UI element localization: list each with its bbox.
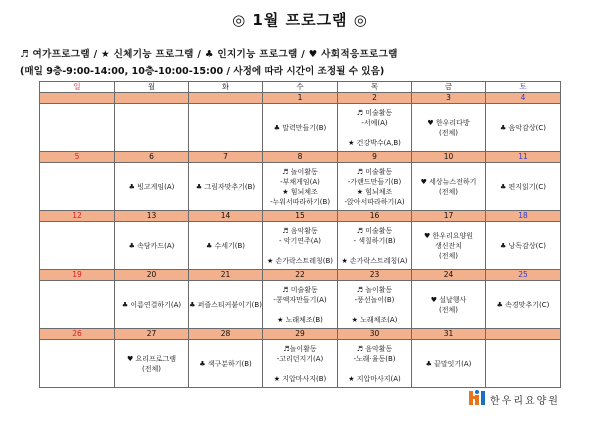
calendar-body: [40, 93, 561, 388]
activity-cell: [412, 222, 486, 270]
activity-line: -앉아서따라하기(A): [344, 197, 405, 206]
date-cell: 12: [40, 211, 115, 222]
date-cell: 30: [338, 329, 412, 340]
hours-note: (매일 9층-9:00-14:00, 10층-10:00-15:00 / 사정에 따라 시간이 조정될 수 있음): [20, 66, 385, 77]
activity-cell: [40, 222, 115, 270]
activity-cell: [115, 340, 189, 388]
date-cell: [115, 93, 189, 104]
date-cell: [486, 329, 561, 340]
activity-cell: [40, 104, 115, 152]
activity-cell: [189, 104, 263, 152]
date-cell: 6: [115, 152, 189, 163]
category-legend: ♬ 여가프로그램 / ★ 신체기능 프로그램 / ♣ 인지기능 프로그램 / ♥ 사회적응프로그램: [20, 49, 398, 60]
activity-line: ★ 지압마사지(B): [273, 374, 327, 383]
activity-cell: [115, 163, 189, 211]
activity-line: [338, 246, 411, 256]
activity-line: ♣ 색구분하기(B): [199, 359, 252, 368]
activity-cell: [40, 340, 115, 388]
date-row: [40, 270, 561, 281]
date-row: [40, 329, 561, 340]
date-cell: 18: [486, 211, 561, 222]
activity-line: -서예(A): [361, 118, 388, 127]
date-cell: 15: [263, 211, 338, 222]
activity-row: [40, 222, 561, 270]
activity-row: [40, 340, 561, 388]
activity-line: ♣ 속경맞추기(C): [496, 300, 550, 309]
weekday-header-row: [40, 82, 561, 93]
date-cell: 14: [189, 211, 263, 222]
weekday-mon: 월: [115, 82, 189, 93]
activity-cell: [115, 104, 189, 152]
date-cell: 9: [338, 152, 412, 163]
date-cell: 31: [412, 329, 486, 340]
weekday-tue: 화: [189, 82, 263, 93]
activity-cell: [189, 163, 263, 211]
activity-line: (전체): [439, 251, 458, 260]
activity-row: [40, 104, 561, 152]
activity-line: ♣ 속담카드(A): [128, 241, 175, 250]
activity-cell: [486, 104, 561, 152]
date-cell: 28: [189, 329, 263, 340]
date-cell: 2: [338, 93, 412, 104]
activity-line: ♬ 음악활동: [282, 226, 318, 235]
activity-line: ♬ 미술활동: [356, 108, 393, 117]
activity-line: ★ 지압마사지(A): [348, 374, 401, 383]
activity-line: ♣ 낭독감상(C): [500, 241, 546, 250]
date-cell: 25: [486, 270, 561, 281]
activity-line: ♥ 한우리요양원: [423, 231, 474, 240]
activity-line: -노래·율동(B): [353, 354, 396, 363]
activity-line: ♣ 말력만들기(B): [273, 123, 327, 132]
date-cell: 22: [263, 270, 338, 281]
activity-line: ♥ 한우리다방: [427, 118, 470, 127]
date-cell: 4: [486, 93, 561, 104]
activity-cell: [263, 104, 338, 152]
activity-line: ♣ 빙고게임(A): [128, 182, 175, 191]
activity-line: ♥ 설날행사: [430, 295, 467, 304]
date-cell: 29: [263, 329, 338, 340]
activity-cell: [338, 281, 412, 329]
activity-line: ★ 손가락스트레칭(A): [341, 256, 408, 265]
activity-line: ♣ 이름연결하기(A): [121, 300, 182, 309]
activity-line: ★ 노래체조(B): [277, 315, 323, 324]
date-cell: 20: [115, 270, 189, 281]
activity-row: [40, 281, 561, 329]
date-cell: 24: [412, 270, 486, 281]
activity-line: (전체): [439, 128, 458, 137]
activity-cell: [263, 340, 338, 388]
activity-line: -가랜드만들기(B): [347, 177, 402, 186]
date-cell: [40, 93, 115, 104]
weekday-fri: 금: [412, 82, 486, 93]
activity-line: ★ 힘뇌체조: [356, 187, 393, 196]
activity-line: [263, 246, 337, 256]
date-cell: 17: [412, 211, 486, 222]
date-cell: 7: [189, 152, 263, 163]
activity-cell: [412, 104, 486, 152]
date-cell: 10: [412, 152, 486, 163]
activity-line: -콩액자만들기(A): [273, 295, 327, 304]
date-row: [40, 211, 561, 222]
activity-cell: [412, 281, 486, 329]
activity-line: ♬ 놀이활동: [356, 285, 393, 294]
activity-cell: [486, 340, 561, 388]
activity-cell: [40, 163, 115, 211]
activity-line: ★ 노래체조(A): [351, 315, 398, 324]
date-cell: 11: [486, 152, 561, 163]
date-cell: 21: [189, 270, 263, 281]
activity-line: (전체): [439, 187, 458, 196]
date-row: [40, 152, 561, 163]
date-cell: 1: [263, 93, 338, 104]
activity-cell: [40, 281, 115, 329]
activity-cell: [189, 281, 263, 329]
weekday-wed: 수: [263, 82, 338, 93]
activity-line: -고리던지기(A): [276, 354, 324, 363]
activity-cell: [486, 222, 561, 270]
activity-line: ♬놀이활동: [283, 344, 317, 353]
activity-cell: [115, 281, 189, 329]
activity-cell: [338, 222, 412, 270]
activity-line: ♬ 음악활동: [356, 344, 393, 353]
activity-line: [338, 305, 411, 315]
activity-cell: [412, 340, 486, 388]
activity-line: ♬ 미술활동: [282, 285, 318, 294]
activity-line: ♣ 수세기(B): [205, 241, 246, 250]
date-cell: 23: [338, 270, 412, 281]
activity-cell: [263, 281, 338, 329]
activity-line: - 악기연주(A): [278, 236, 322, 245]
weekday-sun: 일: [40, 82, 115, 93]
activity-line: -누워서따라하기(B): [269, 197, 331, 206]
date-row: [40, 93, 561, 104]
activity-line: ♬ 미술활동: [356, 167, 393, 176]
activity-cell: [189, 340, 263, 388]
activity-line: (전체): [439, 305, 458, 314]
activity-line: ♣ 퍼즐스티커붙이기(B): [189, 300, 262, 309]
activity-line: ★ 손가락스트레칭(B): [266, 256, 334, 265]
activity-line: ♣ 그림자맞추기(B): [195, 182, 256, 191]
activity-cell: [189, 222, 263, 270]
activity-line: ♥ 세상뉴스전하기: [420, 177, 477, 186]
activity-line: [338, 128, 411, 138]
date-cell: 27: [115, 329, 189, 340]
activity-line: [338, 364, 411, 374]
activity-line: -풍선놀이(B): [354, 295, 395, 304]
activity-cell: [412, 163, 486, 211]
activity-cell: [263, 222, 338, 270]
date-cell: 5: [40, 152, 115, 163]
activity-cell: [486, 281, 561, 329]
activity-line: (전체): [142, 364, 161, 373]
date-cell: 3: [412, 93, 486, 104]
activity-line: [263, 364, 337, 374]
activity-line: ♣ 음악감상(C): [500, 123, 546, 132]
activity-cell: [338, 104, 412, 152]
activity-line: 생신잔치: [434, 241, 463, 250]
activity-cell: [263, 163, 338, 211]
date-cell: 16: [338, 211, 412, 222]
date-cell: 26: [40, 329, 115, 340]
weekday-thu: 목: [338, 82, 412, 93]
activity-line: - 색칠하기(B): [353, 236, 396, 245]
activity-cell: [486, 163, 561, 211]
activity-cell: [338, 163, 412, 211]
logo-name: 한우리요양원: [490, 396, 560, 407]
activity-cell: [115, 222, 189, 270]
activity-line: ★ 건강박수(A,B): [348, 138, 401, 147]
date-cell: 13: [115, 211, 189, 222]
activity-line: ♣ 편지읽기(C): [500, 182, 546, 191]
activity-line: ♬ 놀이활동: [282, 167, 318, 176]
date-cell: 19: [40, 270, 115, 281]
footer-logo: [468, 389, 578, 409]
activity-line: ♬ 미술활동: [356, 226, 393, 235]
activity-cell: [338, 340, 412, 388]
activity-line: -부채게임(A): [280, 177, 320, 186]
date-cell: [189, 93, 263, 104]
calendar-table: [39, 81, 561, 388]
date-cell: 8: [263, 152, 338, 163]
page-title: ◎ 1월 프로그램 ◎: [232, 11, 368, 29]
activity-line: ★ 힘뇌체조: [282, 187, 318, 196]
activity-line: ♣ 끝말잇기(A): [425, 359, 472, 368]
weekday-sat: 토: [486, 82, 561, 93]
logo-icon: [468, 389, 486, 407]
activity-line: [263, 305, 337, 315]
activity-line: ♥ 요리프로그램: [126, 354, 177, 363]
activity-row: [40, 163, 561, 211]
